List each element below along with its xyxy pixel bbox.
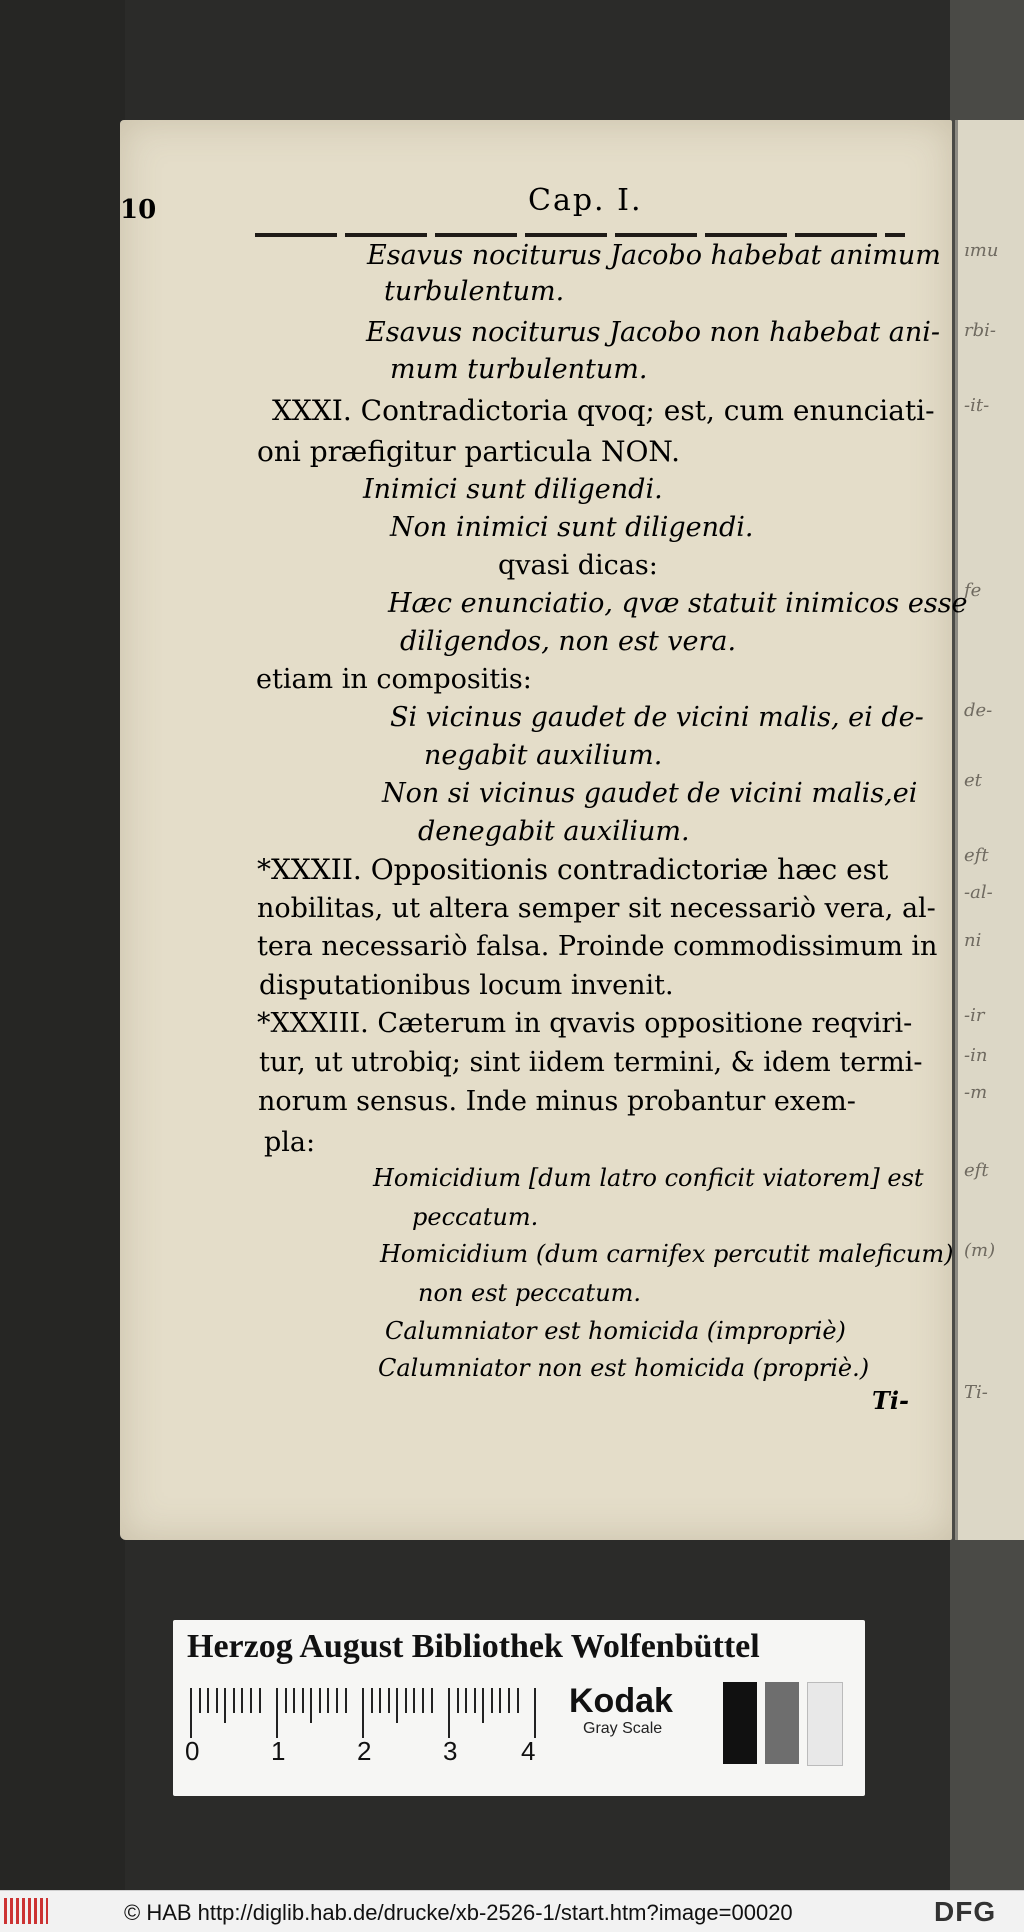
library-name: Herzog August Bibliothek Wolfenbüttel (187, 1628, 760, 1665)
text-line: diligendos, non est vera. (400, 626, 737, 657)
text-line: Non si vicinus gaudet de vicini malis,ei (382, 778, 918, 809)
next-page-fragment: ımu (964, 240, 999, 261)
text-line: pla: (264, 1127, 316, 1158)
text-line: tera necessariò falsa. Proinde commodissimum in (257, 931, 938, 962)
catchword: Ti- (872, 1386, 909, 1415)
text-line: Calumniator est homicida (impropriè) (385, 1317, 846, 1345)
text-line: *XXXII. Oppositionis contradictoriæ hæc est (257, 853, 889, 886)
text-line: Inimici sunt diligendi. (363, 474, 663, 505)
next-page-fragment: rbi- (964, 320, 996, 341)
text-line: etiam in compositis: (256, 664, 532, 695)
next-page-fragment: eft (964, 1160, 989, 1181)
scanner-background-left (0, 0, 125, 1890)
dfg-logo: DFG (934, 1896, 997, 1927)
text-line: Homicidium [dum latro conficit viatorem] est (373, 1164, 924, 1192)
text-line: *XXXIII. Cæterum in qvavis oppositione reqviri- (257, 1008, 913, 1039)
viewer-footer (0, 1890, 1024, 1932)
text-line: Calumniator non est homicida (propriè.) (378, 1354, 870, 1382)
next-page-fragment: eft (964, 845, 989, 866)
next-page-fragment: -m (964, 1082, 988, 1103)
gray-scale-label: Gray Scale (583, 1720, 663, 1737)
text-line: Hæc enunciatio, qvæ statuit inimicos esse (388, 588, 968, 619)
color-target-label (173, 1620, 865, 1796)
scale-number: 4 (521, 1736, 536, 1766)
next-page-fragment: -it- (964, 395, 990, 416)
next-page-fragment: -in (964, 1045, 988, 1066)
gray-patch-mid (765, 1682, 799, 1764)
text-line: Non inimici sunt diligendi. (390, 512, 754, 543)
text-line: Esavus nociturus Jacobo non habebat ani- (366, 317, 940, 348)
text-line: disputationibus locum invenit. (259, 970, 674, 1001)
text-line: denegabit auxilium. (418, 816, 690, 847)
next-page-fragment: -ir (964, 1005, 985, 1026)
page-number: 10 (120, 195, 157, 225)
next-page-fragment: (m) (964, 1240, 996, 1261)
header-rule (255, 233, 905, 237)
gray-patch-white (807, 1682, 843, 1766)
running-head: Cap. I. (528, 183, 643, 218)
scale-number: 1 (271, 1736, 286, 1766)
text-line: Homicidium (dum carnifex percutit maleficum) (380, 1240, 954, 1268)
next-page-fragment: et (964, 770, 982, 791)
next-page-fragment: -al- (964, 882, 993, 903)
scale-number: 0 (185, 1736, 200, 1766)
hab-logo-icon (4, 1898, 48, 1924)
kodak-brand: Kodak (569, 1682, 673, 1720)
text-line: norum sensus. Inde minus probantur exem- (258, 1086, 856, 1117)
next-page-fragment: de- (964, 700, 993, 721)
source-url[interactable]: © HAB http://diglib.hab.de/drucke/xb-2526-1/start.htm?image=00020 (124, 1900, 793, 1925)
next-page-edge (955, 120, 1024, 1540)
scale-number: 2 (357, 1736, 372, 1766)
text-line: qvasi dicas: (498, 550, 658, 581)
next-page-fragment: ni (964, 930, 982, 951)
text-line: Esavus nociturus Jacobo habebat animum (367, 240, 941, 271)
next-page-fragment: Ti- (964, 1382, 988, 1403)
text-line: nobilitas, ut altera semper sit necessariò vera, al- (257, 893, 936, 924)
text-line: oni præfigitur particula NON. (257, 435, 681, 468)
text-line: XXXI. Contradictoria qvoq; est, cum enunciati- (272, 394, 935, 427)
ruler-scale (190, 1688, 550, 1738)
text-line: tur, ut utrobiq; sint iidem termini, & idem termi- (259, 1047, 923, 1078)
text-line: Si vicinus gaudet de vicini malis, ei de- (390, 702, 924, 733)
gray-patch-black (723, 1682, 757, 1764)
text-line: negabit auxilium. (424, 740, 663, 771)
next-page-fragment: fe (964, 580, 982, 601)
text-line: turbulentum. (384, 276, 565, 307)
text-line: non est peccatum. (418, 1279, 642, 1307)
text-line: peccatum. (412, 1203, 539, 1231)
text-line: mum turbulentum. (390, 354, 648, 385)
scale-number: 3 (443, 1736, 458, 1766)
